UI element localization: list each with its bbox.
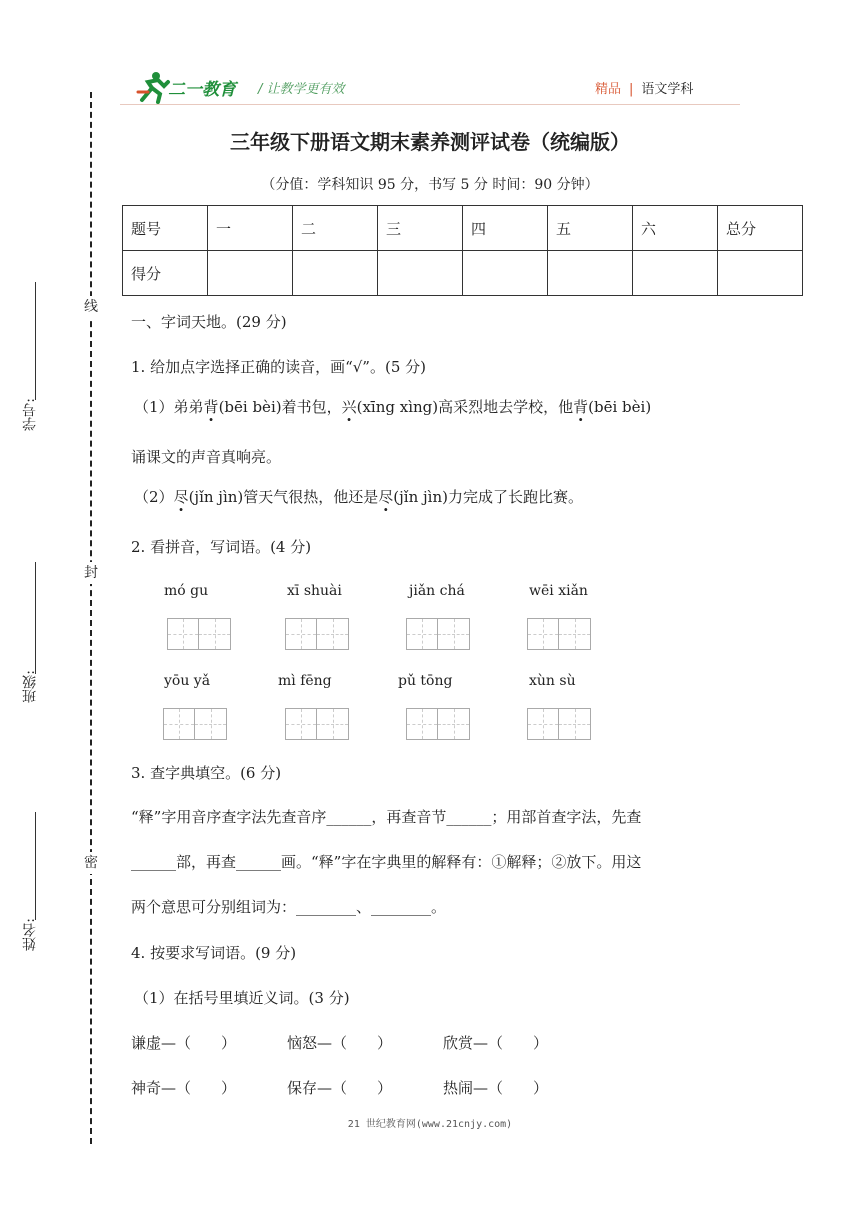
score-cell: 总分 <box>718 206 803 251</box>
pinyin-label: mì fēng <box>278 673 332 689</box>
binding-dash-line <box>90 92 92 1144</box>
logo-text: 二一教育 <box>168 80 236 100</box>
score-cell: 二 <box>293 206 378 251</box>
binding-mark-mi: 密 <box>80 852 102 874</box>
q1-stem: 1. 给加点字选择正确的读音，画“√”。(5 分) <box>131 358 426 376</box>
score-input-cell[interactable] <box>208 251 293 296</box>
dotted-char: 尽 <box>173 488 189 506</box>
binding-mark-feng: 封 <box>80 562 102 584</box>
score-row-label: 得分 <box>123 251 208 296</box>
binding-mark-xian: 线 <box>80 296 102 318</box>
tianzige-box[interactable] <box>285 708 349 740</box>
tianzige-box[interactable] <box>167 618 231 650</box>
score-input-cell[interactable] <box>718 251 803 296</box>
slogan: / 让教学更有效 <box>258 82 345 97</box>
score-table-score-row <box>123 251 803 296</box>
score-input-cell[interactable] <box>633 251 718 296</box>
q1-text[interactable]: (xīng xìng)高采烈地去学校，他 <box>356 398 574 416</box>
page-title: 三年级下册语文期末素养测评试卷（统编版） <box>230 130 630 154</box>
q1-line-2: 诵课文的声音真响亮。 <box>131 448 282 466</box>
footer-source: 21 世纪教育网(www.21cnjy.com) <box>347 1119 513 1130</box>
score-input-cell[interactable] <box>463 251 548 296</box>
q4-sub1: （1）在括号里填近义词。(3 分) <box>134 989 350 1007</box>
score-input-cell[interactable] <box>293 251 378 296</box>
tianzige-box[interactable] <box>527 708 591 740</box>
score-table-header-row <box>123 206 803 251</box>
score-cell: 题号 <box>123 206 208 251</box>
pinyin-label: yōu yǎ <box>164 673 211 689</box>
dotted-char: 背 <box>573 398 589 416</box>
class-label: 班级: <box>22 670 38 703</box>
synonym-item[interactable]: 保存—（ ） <box>287 1079 393 1097</box>
q3-line-1[interactable]: “释”字用音序查字法先查音序______，再查音节______；用部首查字法，先查 <box>131 808 642 826</box>
synonym-item[interactable]: 谦虚—（ ） <box>131 1034 237 1052</box>
dotted-char: 兴 <box>341 398 357 416</box>
tianzige-box[interactable] <box>406 708 470 740</box>
tag-premium: 精品 <box>595 82 622 97</box>
q1-text[interactable]: (jǐn jìn)管天气很热，他还是 <box>188 488 379 506</box>
score-input-cell[interactable] <box>378 251 463 296</box>
synonym-item[interactable]: 热闹—（ ） <box>443 1079 549 1097</box>
dotted-char: 尽 <box>378 488 394 506</box>
q1-line-3 <box>134 486 583 507</box>
score-cell: 一 <box>208 206 293 251</box>
score-input-cell[interactable] <box>548 251 633 296</box>
q1-text[interactable]: (jǐn jìn)力完成了长跑比赛。 <box>393 488 583 506</box>
pinyin-label: jiǎn chá <box>409 583 465 599</box>
exam-subtitle: （分值：学科知识 95 分，书写 5 分 时间：90 分钟） <box>261 177 599 193</box>
tag-separator: | <box>629 82 634 97</box>
pinyin-label: pǔ tōng <box>398 673 453 689</box>
q1-line-1 <box>134 396 651 417</box>
tianzige-box[interactable] <box>163 708 227 740</box>
score-cell: 五 <box>548 206 633 251</box>
q4-stem: 4. 按要求写词语。(9 分) <box>131 944 297 962</box>
q2-stem: 2. 看拼音，写词语。(4 分) <box>131 538 312 556</box>
dotted-char: 背 <box>203 398 219 416</box>
tag-subject: 语文学科 <box>641 82 694 97</box>
score-cell: 三 <box>378 206 463 251</box>
name-line <box>35 812 36 920</box>
pinyin-label: mó gu <box>164 583 209 599</box>
q1-text[interactable]: (bēi bèi)着书包， <box>218 398 342 416</box>
student-id-label: 学号: <box>22 398 38 431</box>
pinyin-label: xùn sù <box>529 673 576 689</box>
q1-text[interactable]: (bēi bèi) <box>588 398 652 416</box>
tianzige-box[interactable] <box>285 618 349 650</box>
score-cell: 四 <box>463 206 548 251</box>
synonym-item[interactable]: 恼怒—（ ） <box>287 1034 393 1052</box>
section-heading: 一、字词天地。(29 分) <box>131 313 287 331</box>
synonym-item[interactable]: 神奇—（ ） <box>131 1079 237 1097</box>
q3-line-2[interactable]: ______部，再查______画。“释”字在字典里的解释有：①解释；②放下。用这 <box>131 853 642 871</box>
score-table <box>122 205 803 296</box>
header-rule <box>120 104 740 105</box>
q1-text: （1）弟弟 <box>134 398 204 416</box>
q3-line-3[interactable]: 两个意思可分别组词为：________、________。 <box>131 898 447 916</box>
student-id-line <box>35 282 36 400</box>
header-tag <box>595 78 693 97</box>
synonym-item[interactable]: 欣赏—（ ） <box>443 1034 549 1052</box>
tianzige-box[interactable] <box>406 618 470 650</box>
name-label: 姓名: <box>22 918 38 951</box>
tianzige-box[interactable] <box>527 618 591 650</box>
score-cell: 六 <box>633 206 718 251</box>
class-line <box>35 562 36 674</box>
q1-text: （2） <box>134 488 174 506</box>
pinyin-label: wēi xiǎn <box>529 583 588 599</box>
pinyin-label: xī shuài <box>287 583 342 599</box>
q3-stem: 3. 查字典填空。(6 分) <box>131 764 282 782</box>
